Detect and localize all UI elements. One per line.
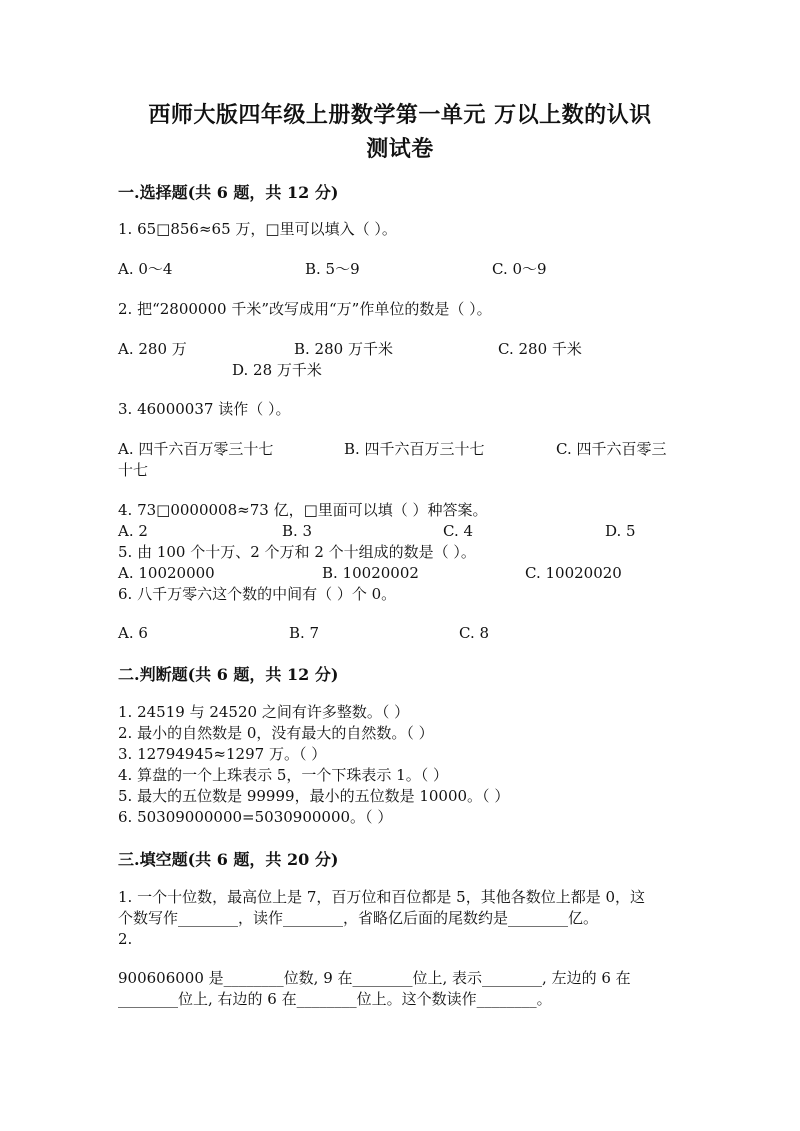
choice-q4-option-b: B. 3 [282,522,313,540]
choice-question-6: 6. 八千万零六这个数的中间有（ ）个 0。 [118,585,397,603]
choice-q3-option-a: A. 四千六百万零三十七 [118,440,274,458]
choice-question-3: 3. 46000037 读作（ ）。 [118,400,291,418]
choice-q2-option-d: D. 28 万千米 [232,361,322,379]
choice-question-2: 2. 把“2800000 千米”改写成用“万”作单位的数是（ ）。 [118,300,492,318]
judge-question-2: 2. 最小的自然数是 0，没有最大的自然数。（ ） [118,724,434,742]
fill-question-1-line2: 个数写作________，读作________，省略亿后面的尾数约是________亿。 [118,909,599,927]
choice-q1-option-a: A. 0～4 [118,260,173,278]
page-title: 西师大版四年级上册数学第一单元 万以上数的认识 [148,102,652,128]
choice-q2-option-a: A. 280 万 [118,340,187,358]
choice-q1-option-c: C. 0～9 [492,260,547,278]
section-heading-judge: 二.判断题(共 6 题，共 12 分) [118,665,339,684]
choice-question-1: 1. 65□856≈65 万，□里可以填入（ ）。 [118,220,397,238]
choice-q3-option-b: B. 四千六百万三十七 [344,440,485,458]
choice-question-4: 4. 73□0000008≈73 亿，□里面可以填（ ）种答案。 [118,501,488,519]
choice-q5-option-a: A. 10020000 [118,564,215,582]
choice-q3-option-c: C. 四千六百零三 [556,440,667,458]
choice-q1-option-b: B. 5～9 [305,260,360,278]
choice-q4-option-d: D. 5 [605,522,636,540]
judge-question-6: 6. 50309000000=5030900000。（ ） [118,808,393,826]
choice-q2-option-b: B. 280 万千米 [294,340,393,358]
choice-q5-option-c: C. 10020020 [525,564,622,582]
judge-question-1: 1. 24519 与 24520 之间有许多整数。（ ） [118,703,410,721]
judge-question-5: 5. 最大的五位数是 99999，最小的五位数是 10000。（ ） [118,787,510,805]
section-heading-choice: 一.选择题(共 6 题，共 12 分) [118,183,339,202]
fill-question-1-line1: 1. 一个十位数，最高位上是 7，百万位和百位都是 5，其他各数位上都是 0，这 [118,888,646,906]
fill-question-2-number: 2. [118,930,133,948]
fill-question-2-line1: 900606000 是________位数, 9 在________位上, 表示________, 左边的 6 在 [118,969,631,987]
fill-question-2-line2: ________位上, 右边的 6 在________位上。这个数读作________。 [118,990,552,1008]
choice-q3-option-c-continued: 十七 [118,461,149,479]
choice-q4-option-c: C. 4 [443,522,474,540]
choice-q2-option-c: C. 280 千米 [498,340,582,358]
choice-q6-option-c: C. 8 [459,624,490,642]
choice-question-5: 5. 由 100 个十万、2 个万和 2 个十组成的数是（ ）。 [118,543,476,561]
page-title-line2: 测试卷 [366,136,434,162]
choice-q4-option-a: A. 2 [118,522,148,540]
choice-q5-option-b: B. 10020002 [322,564,419,582]
judge-question-3: 3. 12794945≈1297 万。（ ） [118,745,327,763]
judge-question-4: 4. 算盘的一个上珠表示 5，一个下珠表示 1。（ ） [118,766,448,784]
section-heading-fill: 三.填空题(共 6 题，共 20 分) [118,850,339,869]
choice-q6-option-b: B. 7 [289,624,320,642]
choice-q6-option-a: A. 6 [118,624,148,642]
